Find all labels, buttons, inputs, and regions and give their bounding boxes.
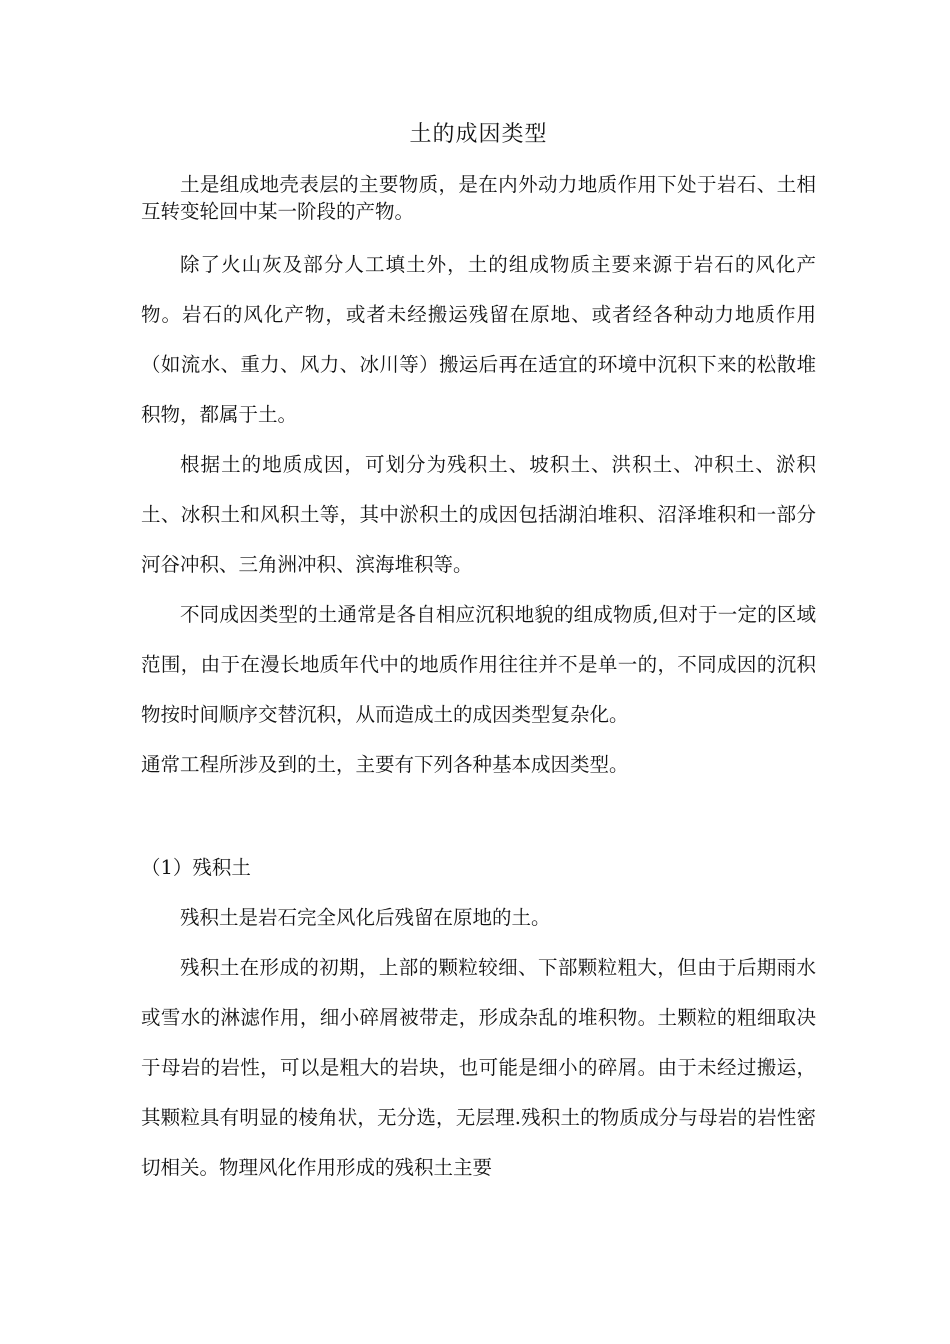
section-heading-residual-soil: （1）残积土 [141,856,251,879]
paragraph-engineering-types: 通常工程所涉及到的土，主要有下列各种基本成因类型。 [141,753,629,776]
paragraph-complexity: 不同成因类型的土通常是各自相应沉积地貌的组成物质,但对于一定的区域范围，由于在漫长地质年代中的地质作用往往并不是单一的，不同成因的沉积物按时间顺序交替沉积，从而造成土的成因类型复杂化。 [141,603,816,726]
paragraph-classification: 根据土的地质成因，可划分为残积土、坡积土、洪积土、冲积土、淤积土、冰积土和风积土等，其中淤积土的成因包括湖泊堆积、沼泽堆积和一部分河谷冲积、三角洲冲积、滨海堆积等。 [141,453,816,576]
page-title: 土的成因类型 [409,122,548,147]
paragraph-intro: 土是组成地壳表层的主要物质，是在内外动力地质作用下处于岩石、土相互转变轮回中某一阶段的产物。 [141,173,816,223]
section-gap [141,790,816,843]
paragraph-residual-formation: 残积土在形成的初期，上部的颗粒较细、下部颗粒粗大，但由于后期雨水或雪水的淋滤作用，细小碎屑被带走，形成杂乱的堆积物。土颗粒的粗细取决于母岩的岩性，可以是粗大的岩块，也可能是细小的碎屑。由于未经过搬运，其颗粒具有明显的棱角状，无分选，无层理.残积土的物质成分与母岩的岩性密切相关。物理风化作用形成的残积土主要 [141,956,816,1179]
document-page [141,115,816,1193]
paragraph-origin: 除了火山灰及部分人工填土外，土的组成物质主要来源于岩石的风化产物。岩石的风化产物，或者未经搬运残留在原地、或者经各种动力地质作用（如流水、重力、风力、冰川等）搬运后再在适宜的环境中沉积下来的松散堆积物，都属于土。 [141,253,816,426]
paragraph-residual-definition: 残积土是岩石完全风化后残留在原地的土。 [180,906,551,929]
